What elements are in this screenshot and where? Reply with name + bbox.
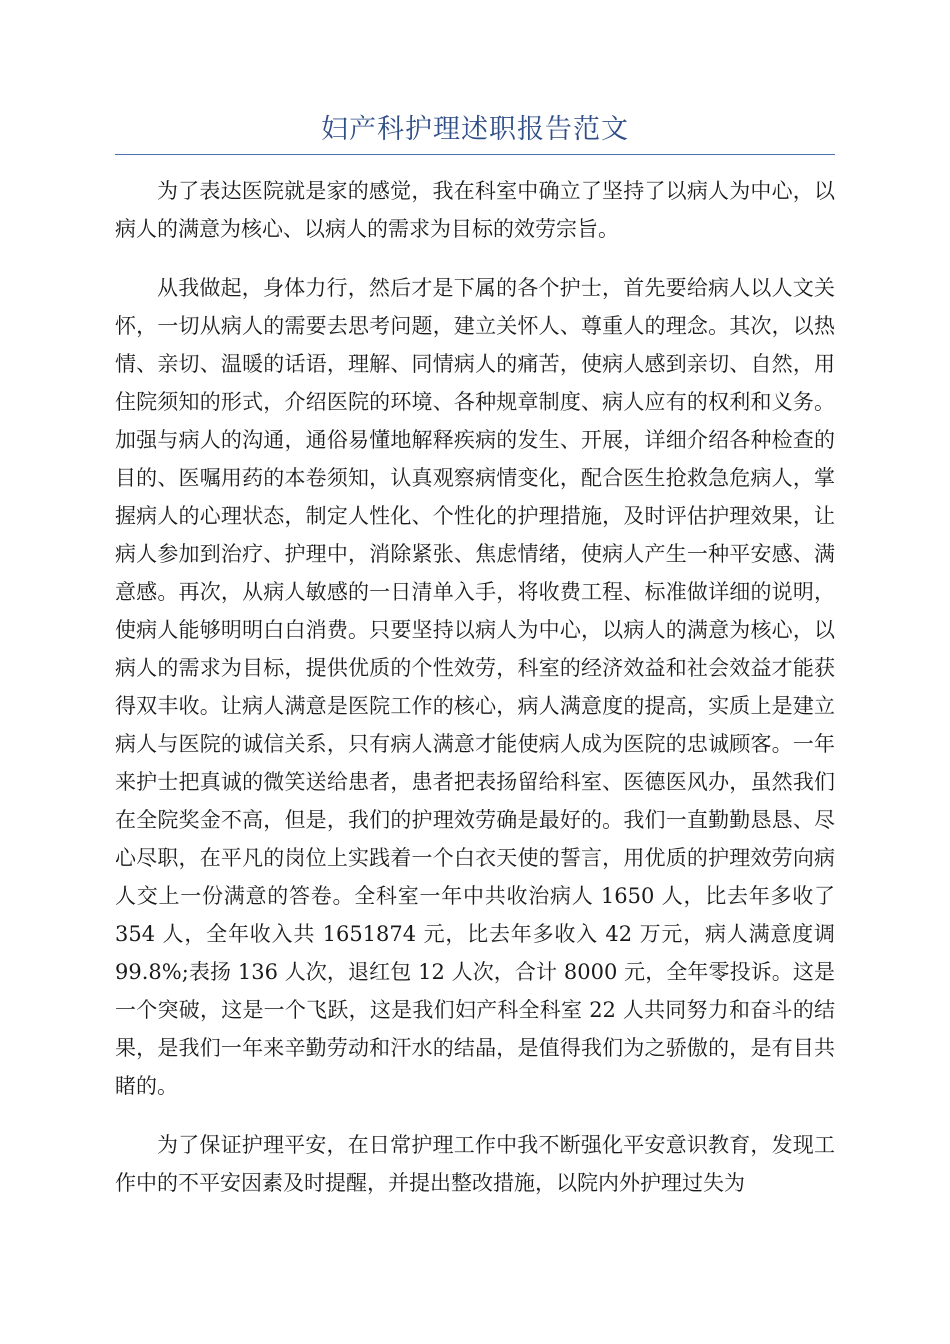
paragraph-1: 为了表达医院就是家的感觉，我在科室中确立了坚持了以病人为中心，以病人的满意为核心、以病人的需求为目标的效劳宗旨。: [115, 179, 835, 241]
document-body: [115, 172, 835, 1223]
title-underline: [115, 154, 835, 155]
paragraph-3: 为了保证护理平安，在日常护理工作中我不断强化平安意识教育，发现工作中的不平安因素及时提醒，并提出整改措施，以院内外护理过失为: [115, 1133, 835, 1195]
paragraph-2: 从我做起，身体力行，然后才是下属的各个护士，首先要给病人以人文关怀，一切从病人的需要去思考问题，建立关怀人、尊重人的理念。其次，以热情、亲切、温暖的话语，理解、同情病人的痛苦，使病人感到亲切、自然，用住院须知的形式，介绍医院的环境、各种规章制度、病人应有的权利和义务。加强与病人的沟通，通俗易懂地解释疾病的发生、开展，详细介绍各种检查的目的、医嘱用药的本卷须知，认真观察病情变化，配合医生抢救急危病人，掌握病人的心理状态，制定人性化、个性化的护理措施，及时评估护理效果，让病人参加到治疗、护理中，消除紧张、焦虑情绪，使病人产生一种平安感、满意感。再次，从病人敏感的一日清单入手，将收费工程、标准做详细的说明，使病人能够明明白白消费。只要坚持以病人为中心，以病人的满意为核心，以病人的需求为目标，提供优质的个性效劳，科室的经济效益和社会效益才能获得双丰收。让病人满意是医院工作的核心，病人满意度的提高，实质上是建立病人与医院的诚信关系，只有病人满意才能使病人成为医院的忠诚顾客。一年来护士把真诚的微笑送给患者，患者把表扬留给科室、医德医风办，虽然我们在全院奖金不高，但是，我们的护理效劳确是最好的。我们一直勤勤恳恳、尽心尽职，在平凡的岗位上实践着一个白衣天使的誓言，用优质的护理效劳向病人交上一份满意的答卷。全科室一年中共收治病人 1650 人，比去年多收了 354 人，全年收入共 1651874 元，比去年多收入 42 万元，病人满意度调 99.8%;表扬 136 人次，退红包 12 人次，合计 8000 元，全年零投诉。这是一个突破，这是一个飞跃，这是我们妇产科全科室 22 人共同努力和奋斗的结果，是我们一年来辛勤劳动和汗水的结晶，是值得我们为之骄傲的，是有目共睹的。: [115, 276, 835, 1098]
document-title: 妇产科护理述职报告范文: [321, 114, 629, 145]
